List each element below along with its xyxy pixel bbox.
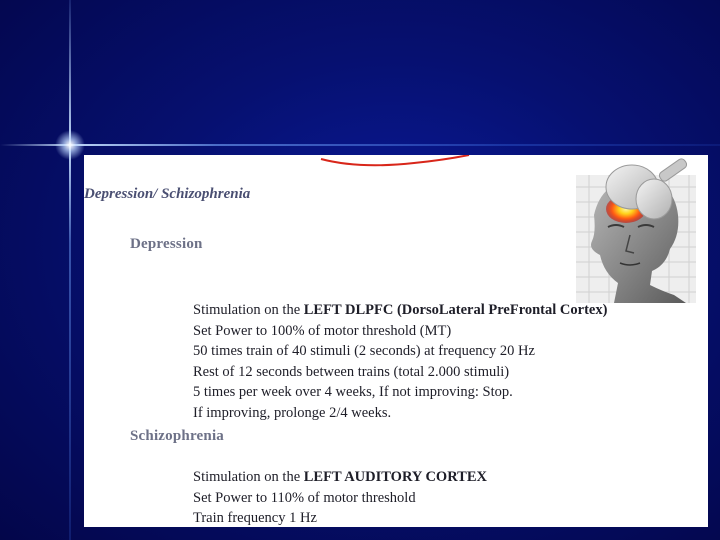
head-with-tms-coil-icon <box>574 157 698 303</box>
list-item: Train frequency 1 Hz <box>193 510 317 526</box>
lens-flare-horizontal <box>0 144 720 146</box>
slide-panel <box>84 155 708 527</box>
section-heading-schizophrenia: Schizophrenia <box>130 428 225 444</box>
list-item: Stimulation on the LEFT DLPFC (DorsoLateral PreFrontal Cortex) <box>193 302 608 318</box>
schizophrenia-protocol-list <box>193 467 487 527</box>
depression-protocol-list <box>193 300 607 423</box>
list-item: Set Power to 100% of motor threshold (MT) <box>193 322 452 339</box>
list-item: Stimulation on the LEFT AUDITORY CORTEX <box>193 469 487 485</box>
lens-flare-glow <box>55 130 85 160</box>
list-item: 50 times train of 40 stimuli (2 seconds) at frequency 20 Hz <box>193 343 535 359</box>
list-item: Rest of 12 seconds between trains (total 2.000 stimuli) <box>193 363 510 380</box>
list-item: Set Power to 110% of motor threshold <box>193 489 416 506</box>
slide-title: Depression/ Schizophrenia <box>84 186 251 202</box>
red-swoosh-decoration <box>319 155 479 171</box>
list-item: If improving, prolonge 2/4 weeks. <box>193 404 392 421</box>
list-item: 5 times per week over 4 weeks, If not improving: Stop. <box>193 384 513 400</box>
lens-flare-vertical <box>69 0 71 540</box>
section-heading-depression: Depression <box>130 236 203 252</box>
